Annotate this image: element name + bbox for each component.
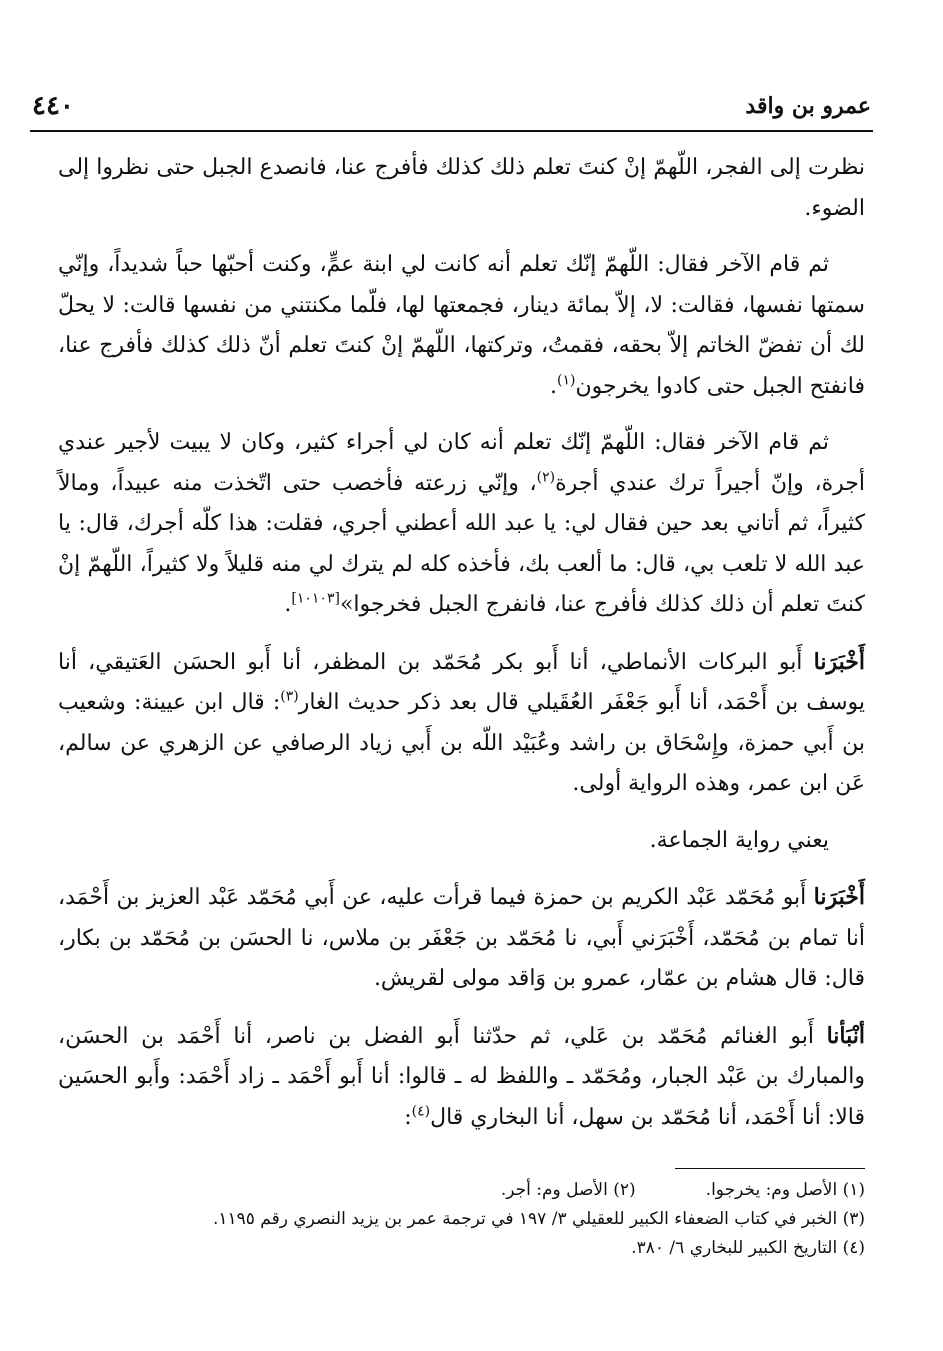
isnad-keyword: أَخْبَرَنا — [813, 648, 865, 675]
paragraph-3-text-b: ، وإنّي زرعته فأخصب حتى اتّخذت منه عبيداً، ومالاً كثيراً، ثم أتاني بعد حين فقال لي: يا عبد الله أعطني أجري، فقلت: هذا كلّه أجرك، قال: يا عبد الله لا تلعب بي، قال: ما ألعب بك، فأخذه كله لم يترك لي منه قليلاً ولا كثيراً، اللّهمّ إنْ كنتَ تعلم أن ذلك كذلك فأفرج عنا، فانفرج الجبل فخرجوا» — [58, 470, 865, 617]
paragraph-3-end: . — [284, 592, 292, 617]
isnad-keyword: أنْبَأنا — [826, 1022, 865, 1049]
paragraph-4-text-a: أَبو البركات الأنماطي، أنا أَبو بكر مُحَمّد بن المظفر، أنا أَبو الحسَن العَتيقي، أنا يوسف بن أَحْمَد، أنا أَبو جَعْفَر العُقَيلي قال بعد ذكر حديث الغار — [58, 649, 865, 715]
footnote-ref-2: (٢) — [536, 469, 556, 486]
paragraph-7 — [58, 1016, 865, 1139]
paragraph-6-text: أَبو مُحَمّد عَبْد الكريم بن حمزة فيما قرأت عليه، عن أَبي مُحَمّد عَبْد العزيز بن أَحْمَد، أنا تمام بن مُحَمّد، أَخْبَرَني أَبي، نا مُحَمّد بن جَعْفَر بن ملاس، نا الحسَن بن مُحَمّد بن بكار، قال: قال هشام بن عمّار، عمرو بن وَاقد مولى لقريش. — [58, 885, 865, 991]
paragraph-5 — [58, 821, 865, 862]
page-number: ٤٤٠ — [32, 91, 74, 121]
paragraph-7-text: أَبو الغنائم مُحَمّد بن عَلي، ثم حدّثنا أَبو الفضل بن ناصر، أنا أَحْمَد بن الحسَن، والمبارك بن عَبْد الجبار، ومُحَمّد ـ واللفظ له ـ قالوا: أنا أَبو أَحْمَد ـ زاد أَحْمَد: وأَبو الحسَين قالا: أنا أَحْمَد، أنا مُحَمّد بن سهل، أنا البخاري قال — [58, 1023, 865, 1130]
footnote-2: (٢) الأصل وم: أجر. — [500, 1180, 636, 1200]
paragraph-4-text-b: : قال ابن عيينة: وشعيب بن أَبي حمزة، وإِسْحَاق بن راشد وعُبَيْد اللّه بن أَبي زياد الرصافي عن الزهري عن سالم، عَن ابن عمر، وهذه الرواية أولى. — [58, 690, 865, 796]
paragraph-2-end: . — [550, 373, 558, 399]
paragraph-3-text-a: ثم قام الآخر فقال: اللّهمّ إنّك تعلم أنه كان لي أجراء كثير، وكان لا يبيت لأجير عندي أجرة، وإنّ أجيراً ترك عندي أجرة — [58, 430, 865, 496]
main-text — [58, 148, 865, 1154]
footnote-ref-4: (٤) — [411, 1103, 431, 1120]
isnad-keyword: أَخْبَرَنا — [813, 884, 865, 910]
paragraph-3 — [58, 423, 865, 626]
footnote-ref-1: (١) — [557, 372, 576, 389]
footnote-rule — [675, 1168, 865, 1169]
page-header — [32, 86, 871, 126]
paragraph-7-end: : — [404, 1104, 412, 1130]
footnote-ref-3: (٣) — [280, 688, 299, 705]
footnotes — [58, 1176, 865, 1263]
footnote-row-1 — [58, 1176, 865, 1205]
paragraph-5-text: يعني رواية الجماعة. — [649, 827, 829, 853]
paragraph-4 — [58, 642, 865, 805]
paragraph-1-text: نظرت إلى الفجر، اللّهمّ إنْ كنتَ تعلم ذلك كذلك فأفرج عنا، فانصدع الجبل حتى نظروا إلى الضوء. — [58, 155, 865, 221]
paragraph-1 — [58, 148, 865, 229]
header-rule — [30, 130, 873, 132]
paragraph-2 — [58, 245, 865, 407]
paragraph-2-text: ثم قام الآخر فقال: اللّهمّ إنّك تعلم أنه كانت لي ابنة عمٍّ، وكنت أحبّها حباً شديداً، وإنّي سمتها نفسها، فقالت: لا، إلاّ بمائة دينار، فجمعتها لها، فلّما مكنتني من نفسها قالت: لا يحلّ لك أن تفضّ الخاتم إلاّ بحقه، فقمتُ، وتركتها، اللّهمّ إنْ كنتَ تعلم أنّ ذلك كذلك فأفرج عنا، فانفتح الجبل حتى كادوا يخرجون — [58, 252, 865, 399]
footnote-4: (٤) التاريخ الكبير للبخاري ٦/ ٣٨٠. — [631, 1238, 865, 1258]
paragraph-6 — [58, 877, 865, 1000]
hadith-ref-number: [١٠١٠٣] — [291, 590, 340, 607]
footnote-3: (٣) الخبر في كتاب الضعفاء الكبير للعقيلي ٣/ ١٩٧ في ترجمة عمر بن يزيد النصري رقم ١١٩٥. — [212, 1209, 865, 1229]
footnote-1: (١) الأصل وم: يخرجوا. — [705, 1180, 865, 1200]
running-title: عمرو بن واقد — [745, 93, 871, 119]
